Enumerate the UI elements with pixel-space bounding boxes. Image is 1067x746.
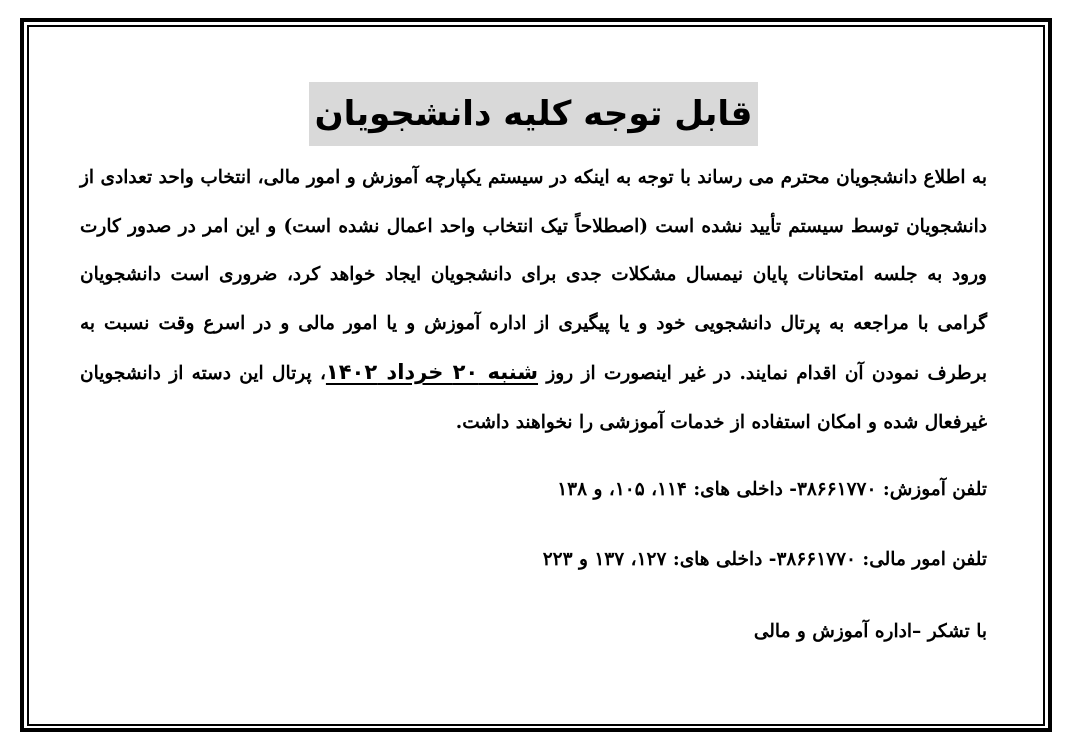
finance-phone: تلفن امور مالی: ۳۸۶۶۱۷۷۰- داخلی های: ۱۲۷، ۱۳۷ و ۲۲۳ — [542, 549, 987, 570]
title-container — [80, 80, 987, 146]
signature-line: با تشکر –اداره آموزش و مالی — [753, 621, 987, 642]
notice-title: قابل توجه کلیه دانشجویان — [309, 82, 759, 146]
education-phone: تلفن آموزش: ۳۸۶۶۱۷۷۰- داخلی های: ۱۱۴، ۱۰۵، و ۱۳۸ — [557, 479, 987, 500]
notice-paragraph — [80, 154, 987, 447]
paragraph-after-deadline: ، پرتال این دسته از دانشجویان غیرفعال شده و امکان استفاده از خدمات آموزشی را نخواهند داشت. — [80, 363, 987, 433]
deadline-date: شنبه ۲۰ خرداد ۱۴۰۲ — [325, 360, 539, 384]
notice-body — [80, 80, 987, 647]
paragraph-before-deadline: به اطلاع دانشجویان محترم می رساند با توجه به اینکه در سیستم یکپارچه آموزش و امور مالی، انتخاب واحد تعدادی از دانشجویان توسط سیستم تأیید نشده است (اصطلاحاً تیک انتخاب واحد اعمال نشده است) و این امر در صدور کارت ورود به جلسه امتحانات پایان نیمسال مشکلات جدی برای دانشجویان ایجاد خواهد کرد، ضروری است دانشجویان گرامی با مراجعه به پرتال دانشجویی خود و یا پیگیری از اداره آموزش و یا امور مالی و در اسرع وقت نسبت به برطرف نمودن آن اقدام نمایند. در غیر اینصورت از روز — [80, 167, 988, 384]
